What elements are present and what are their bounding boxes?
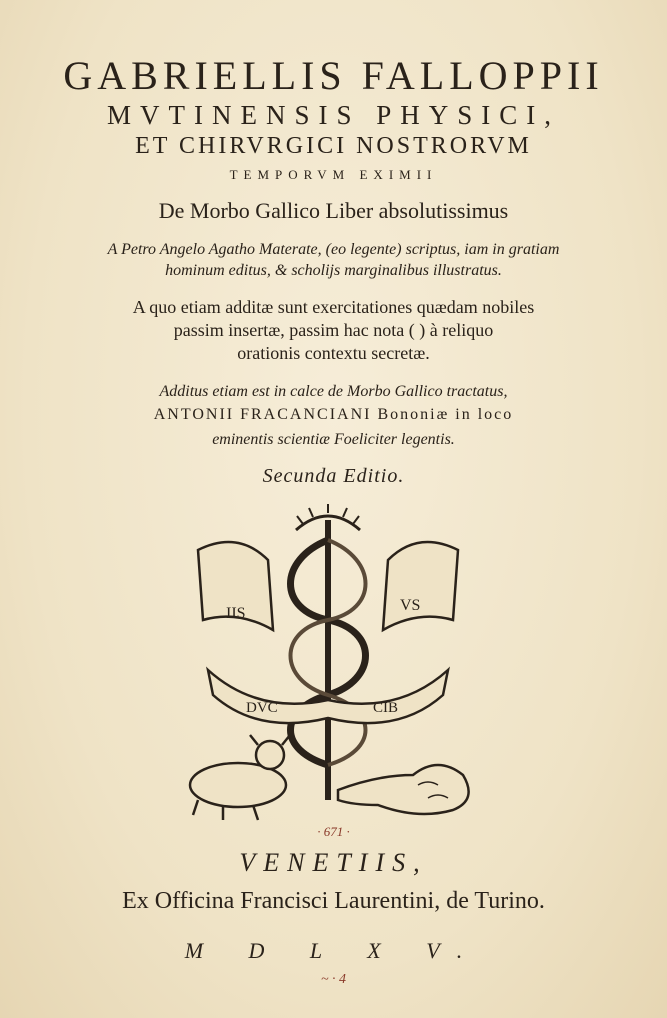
author-profession: ET CHIRVRGICI NOSTRORVM (135, 133, 532, 159)
editor-line-1: A Petro Angelo Agatho Materate, (eo legente) scriptus, iam in gratiam (107, 241, 560, 258)
banner-right-text: VS (400, 597, 421, 614)
printers-device (178, 500, 478, 830)
book-title: De Morbo Gallico Liber absolutissimus (158, 198, 509, 223)
device-hand-cloud (338, 765, 469, 814)
banner-left-text: IIS (226, 605, 246, 622)
manuscript-annotation-2: ~ · 4 (320, 972, 347, 987)
imprint-place: VENETIIS, (239, 848, 428, 877)
author-name: GABRIELLIS FALLOPPII (63, 53, 604, 98)
additions-line-1: A quo etiam additæ sunt exercitationes quædam nobiles (132, 297, 535, 317)
editor-line-2: hominum editus, & scholijs marginalibus illustratus. (165, 262, 502, 279)
banner-bottom-left-text: DVC (246, 700, 278, 716)
additions-line-3: orationis contextu secretæ. (237, 343, 430, 363)
manuscript-annotation-1: · 671 · (317, 824, 350, 839)
additions-line-2: passim insertæ, passim hac nota ( ) à reliquo (173, 320, 494, 340)
device-banner-right (383, 542, 458, 630)
appendix-line-3: eminentis scientiæ Foeliciter legentis. (212, 431, 455, 448)
imprint-date: M D L X V. (184, 938, 483, 963)
device-ox (190, 735, 290, 820)
author-epithet: TEMPORVM EXIMII (229, 167, 438, 182)
author-origin: MVTINENSIS PHYSICI, (106, 100, 561, 130)
edition-statement: Secunda Editio. (262, 465, 405, 487)
appendix-line-2: ANTONII FRACANCIANI Bononiæ in loco (153, 406, 514, 423)
banner-bottom-right-text: CIB (373, 700, 399, 716)
imprint-printer: Ex Officina Francisci Laurentini, de Turino. (122, 888, 545, 914)
appendix-line-1: Additus etiam est in calce de Morbo Gallico tractatus, (159, 383, 508, 400)
